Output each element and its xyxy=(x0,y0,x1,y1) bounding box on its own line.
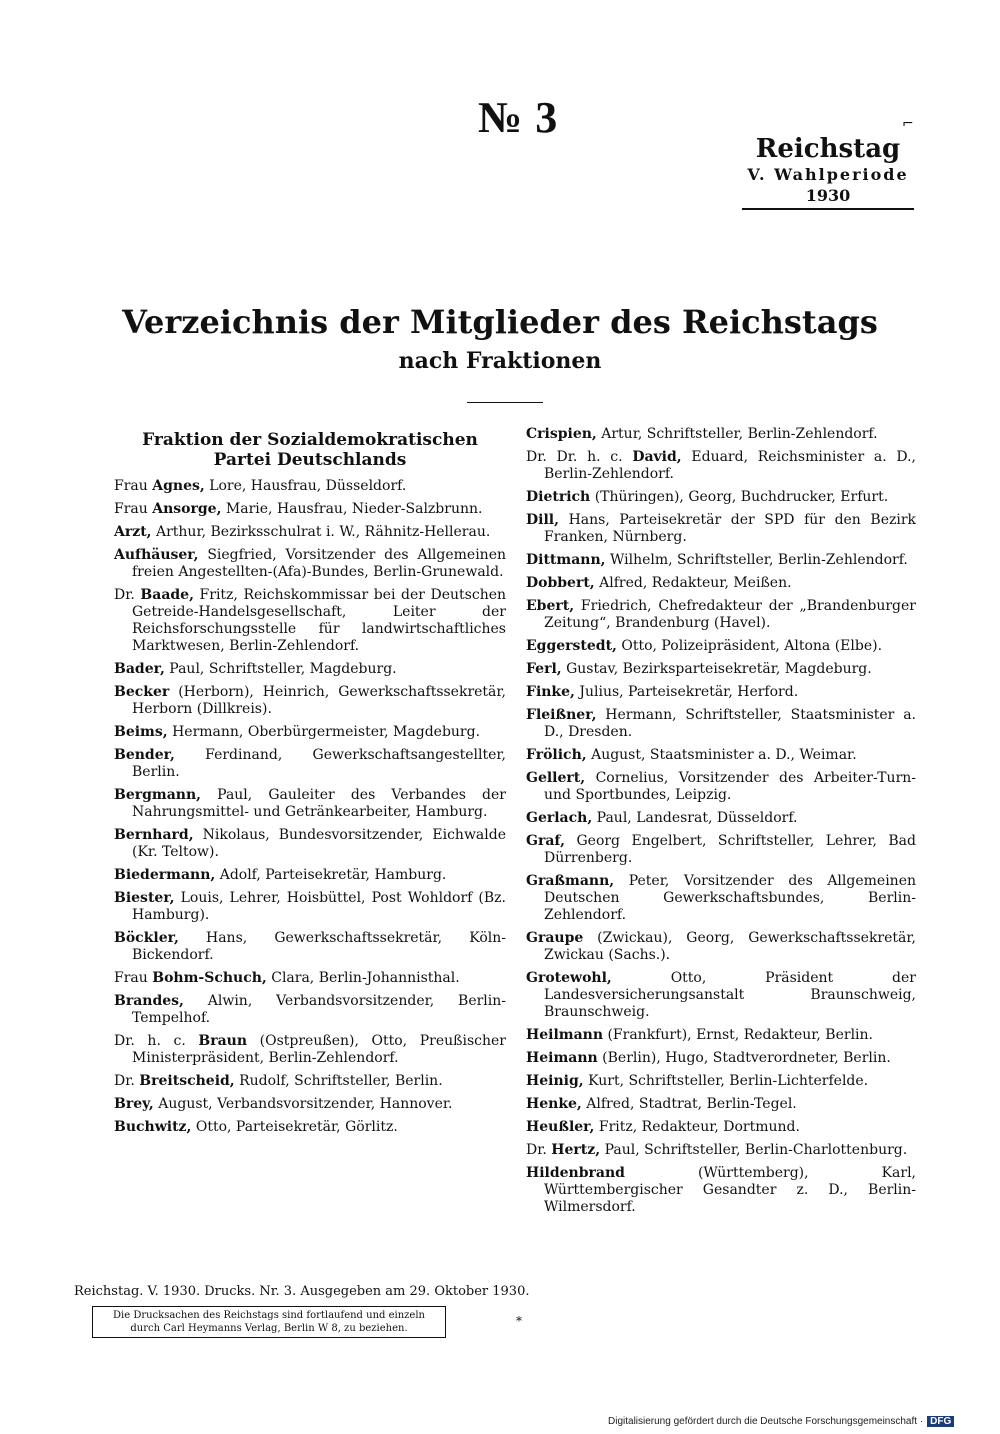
member-details: Louis, Lehrer, Hoisbüttel, Post Wohldorf (Bz. Hamburg). xyxy=(132,890,506,923)
member-entry xyxy=(526,512,916,546)
member-name: Finke, xyxy=(526,684,575,700)
member-prefix: Dr. h. c. xyxy=(114,1033,186,1049)
member-entry xyxy=(114,684,506,718)
member-name: Bader, xyxy=(114,661,165,677)
member-entry xyxy=(526,810,916,827)
member-entry xyxy=(526,449,916,483)
member-entry xyxy=(114,1119,506,1136)
member-entry xyxy=(526,575,916,592)
member-name: David, xyxy=(632,449,682,465)
member-entry xyxy=(526,1096,916,1113)
member-details: Eduard, Reichsminister a. D., Berlin-Zehlendorf. xyxy=(544,449,917,482)
member-entry xyxy=(526,598,916,632)
member-entry xyxy=(526,930,916,964)
member-entry xyxy=(526,426,916,443)
member-entry xyxy=(114,1033,506,1067)
distribution-notice xyxy=(92,1306,446,1338)
member-details: Paul, Schriftsteller, Berlin-Charlottenburg. xyxy=(604,1142,908,1158)
member-name: Beims, xyxy=(114,724,168,740)
member-name: Graf, xyxy=(526,833,565,849)
member-details: Hermann, Oberbürgermeister, Magdeburg. xyxy=(172,724,481,740)
member-name: Brandes, xyxy=(114,993,184,1009)
member-details: Paul, Schriftsteller, Magdeburg. xyxy=(169,661,397,677)
attribution xyxy=(608,1416,954,1427)
member-name: Ebert, xyxy=(526,598,575,614)
member-details: Alwin, Verbandsvorsitzender, Berlin-Tempelhof. xyxy=(132,993,506,1026)
left-column xyxy=(114,426,506,1142)
member-details: Friedrich, Chefredakteur der „Brandenburger Zeitung“, Brandenburg (Havel). xyxy=(544,598,916,631)
member-name: Heilmann xyxy=(526,1027,604,1043)
member-details: Fritz, Redakteur, Dortmund. xyxy=(598,1119,800,1135)
member-list-right xyxy=(526,426,916,1216)
member-entry xyxy=(114,930,506,964)
member-entry xyxy=(526,638,916,655)
member-entry xyxy=(114,1073,506,1090)
member-name: Ferl, xyxy=(526,661,562,677)
member-entry xyxy=(114,993,506,1027)
member-entry xyxy=(526,1027,916,1044)
member-entry xyxy=(526,1119,916,1136)
member-details: Hans, Gewerkschaftssekretär, Köln-Bickendorf. xyxy=(132,930,506,963)
member-name: Heußler, xyxy=(526,1119,595,1135)
member-details: Otto, Polizeipräsident, Altona (Elbe). xyxy=(621,638,883,654)
notice-line-1: Die Drucksachen des Reichstags sind fortlaufend und einzeln xyxy=(113,1310,425,1321)
member-entry xyxy=(526,661,916,678)
member-entry xyxy=(114,724,506,741)
member-entry xyxy=(526,1165,916,1216)
member-details: Kurt, Schriftsteller, Berlin-Lichterfelde. xyxy=(588,1073,869,1089)
heading-divider xyxy=(467,402,543,403)
member-entry xyxy=(526,833,916,867)
member-name: Fleißner, xyxy=(526,707,597,723)
reichstag-year: 1930 xyxy=(805,186,851,205)
member-entry xyxy=(114,478,506,495)
member-entry xyxy=(114,890,506,924)
member-name: Aufhäuser, xyxy=(114,547,199,563)
section-title: Fraktion der Sozialdemokratischen Partei Deutschlands xyxy=(142,430,478,470)
member-name: Dill, xyxy=(526,512,559,528)
member-details: Alfred, Redakteur, Meißen. xyxy=(599,575,792,591)
member-name: Bender, xyxy=(114,747,175,763)
member-name: Gerlach, xyxy=(526,810,593,826)
member-name: Hertz, xyxy=(551,1142,601,1158)
member-name: Hildenbrand xyxy=(526,1165,625,1181)
member-name: Brey, xyxy=(114,1096,154,1112)
member-name: Biedermann, xyxy=(114,867,216,883)
member-prefix: Frau xyxy=(114,501,148,517)
member-name: Bohm-Schuch, xyxy=(152,970,267,986)
member-details: Fritz, Reichskommissar bei der Deutschen Getreide-Handelsgesellschaft, Leiter der Reichsforschungsstelle für landwirtschaftliches Marktwesen, Berlin-Zehlendorf. xyxy=(132,587,507,654)
member-name: Graßmann, xyxy=(526,873,615,889)
member-prefix: Frau xyxy=(114,478,148,494)
member-name: Henke, xyxy=(526,1096,582,1112)
member-details: August, Staatsminister a. D., Weimar. xyxy=(591,747,857,763)
member-details: Marie, Hausfrau, Nieder-Salzbrunn. xyxy=(225,501,483,517)
member-details: (Frankfurt), Ernst, Redakteur, Berlin. xyxy=(607,1027,873,1043)
member-name: Becker xyxy=(114,684,170,700)
reichstag-box xyxy=(742,134,914,210)
right-column xyxy=(526,426,916,1222)
dfg-logo: DFG xyxy=(927,1416,954,1427)
member-name: Crispien, xyxy=(526,426,597,442)
member-entry xyxy=(526,970,916,1021)
member-name: Dietrich xyxy=(526,489,591,505)
member-prefix: Dr. xyxy=(114,587,135,603)
member-details: Wilhelm, Schriftsteller, Berlin-Zehlendorf. xyxy=(609,552,908,568)
attribution-text: Digitalisierung gefördert durch die Deutsche Forschungsgemeinschaft · xyxy=(608,1416,924,1427)
member-entry xyxy=(114,827,506,861)
member-list-left xyxy=(114,478,506,1136)
member-details: Artur, Schriftsteller, Berlin-Zehlendorf. xyxy=(601,426,878,442)
member-name: Frölich, xyxy=(526,747,587,763)
member-details: Otto, Parteisekretär, Görlitz. xyxy=(195,1119,398,1135)
member-details: Hans, Parteisekretär der SPD für den Bezirk Franken, Nürnberg. xyxy=(544,512,917,545)
member-entry xyxy=(526,747,916,764)
member-name: Biester, xyxy=(114,890,175,906)
notice-line-2: durch Carl Heymanns Verlag, Berlin W 8, zu beziehen. xyxy=(130,1323,408,1334)
member-details: Rudolf, Schriftsteller, Berlin. xyxy=(239,1073,443,1089)
member-details: Julius, Parteisekretär, Herford. xyxy=(579,684,799,700)
member-entry xyxy=(526,1050,916,1067)
reichstag-period: V. Wahlperiode xyxy=(747,165,909,184)
member-details: Siegfried, Vorsitzender des Allgemeinen freien Angestellten-(Afa)-Bundes, Berlin-Grunewald. xyxy=(132,547,506,580)
member-name: Eggerstedt, xyxy=(526,638,617,654)
member-prefix: Dr. xyxy=(526,1142,547,1158)
member-entry xyxy=(526,489,916,506)
member-name: Breitscheid, xyxy=(139,1073,235,1089)
member-details: Hermann, Schriftsteller, Staatsminister a. D., Dresden. xyxy=(544,707,917,740)
member-prefix: Frau xyxy=(114,970,148,986)
member-name: Agnes, xyxy=(152,478,205,494)
print-footer: Reichstag. V. 1930. Drucks. Nr. 3. Ausgegeben am 29. Oktober 1930. xyxy=(74,1284,530,1299)
member-details: Alfred, Stadtrat, Berlin-Tegel. xyxy=(586,1096,797,1112)
member-name: Bernhard, xyxy=(114,827,194,843)
member-entry xyxy=(526,1073,916,1090)
member-name: Arzt, xyxy=(114,524,152,540)
member-entry xyxy=(526,684,916,701)
member-entry xyxy=(114,587,506,655)
member-entry xyxy=(114,970,506,987)
member-details: Lore, Hausfrau, Düsseldorf. xyxy=(209,478,407,494)
page-heading xyxy=(0,300,1000,376)
member-details: Peter, Vorsitzender des Allgemeinen Deutschen Gewerkschaftsbundes, Berlin-Zehlendorf. xyxy=(544,873,916,923)
member-details: (Württemberg), Karl, Württembergischer Gesandter z. D., Berlin-Wilmersdorf. xyxy=(544,1165,916,1215)
member-details: Clara, Berlin-Johannisthal. xyxy=(271,970,460,986)
member-details: August, Verbandsvorsitzender, Hannover. xyxy=(158,1096,453,1112)
member-details: (Berlin), Hugo, Stadtverordneter, Berlin. xyxy=(602,1050,891,1066)
member-entry xyxy=(114,661,506,678)
member-details: Gustav, Bezirksparteisekretär, Magdeburg. xyxy=(566,661,872,677)
member-entry xyxy=(114,501,506,518)
member-details: Cornelius, Vorsitzender des Arbeiter-Turn- und Sportbundes, Leipzig. xyxy=(544,770,917,803)
member-details: (Thüringen), Georg, Buchdrucker, Erfurt. xyxy=(594,489,889,505)
member-details: (Zwickau), Georg, Gewerkschaftssekretär, Zwickau (Sachs.). xyxy=(544,930,916,963)
page-title: Verzeichnis der Mitglieder des Reichstags xyxy=(122,303,878,341)
member-details: Arthur, Bezirksschulrat i. W., Rähnitz-Hellerau. xyxy=(155,524,491,540)
member-details: Paul, Landesrat, Düsseldorf. xyxy=(596,810,798,826)
member-name: Gellert, xyxy=(526,770,586,786)
member-details: Otto, Präsident der Landesversicherungsanstalt Braunschweig, Braunschweig. xyxy=(544,970,916,1020)
member-entry xyxy=(526,707,916,741)
member-name: Dittmann, xyxy=(526,552,606,568)
member-name: Buchwitz, xyxy=(114,1119,192,1135)
member-details: Adolf, Parteisekretär, Hamburg. xyxy=(219,867,447,883)
member-name: Dobbert, xyxy=(526,575,595,591)
member-details: Ferdinand, Gewerkschaftsangestellter, Berlin. xyxy=(132,747,507,780)
member-entry xyxy=(114,524,506,541)
member-entry xyxy=(526,770,916,804)
member-name: Bergmann, xyxy=(114,787,202,803)
member-entry xyxy=(526,1142,916,1159)
member-entry xyxy=(114,1096,506,1113)
member-entry xyxy=(114,547,506,581)
member-prefix: Dr. Dr. h. c. xyxy=(526,449,623,465)
member-details: Georg Engelbert, Schriftsteller, Lehrer, Bad Dürrenberg. xyxy=(544,833,916,866)
member-details: (Herborn), Heinrich, Gewerkschaftssekretär, Herborn (Dillkreis). xyxy=(132,684,507,717)
member-prefix: Dr. xyxy=(114,1073,135,1089)
member-entry xyxy=(526,552,916,569)
member-details: (Ostpreußen), Otto, Preußischer Ministerpräsident, Berlin-Zehlendorf. xyxy=(132,1033,507,1066)
member-details: Nikolaus, Bundesvorsitzender, Eichwalde (Kr. Teltow). xyxy=(132,827,506,860)
asterisk-mark: * xyxy=(516,1314,522,1328)
member-name: Graupe xyxy=(526,930,584,946)
member-name: Braun xyxy=(198,1033,248,1049)
document-number: № 3 xyxy=(478,93,559,142)
member-name: Grotewohl, xyxy=(526,970,612,986)
member-entry xyxy=(526,873,916,924)
member-name: Ansorge, xyxy=(152,501,222,517)
page-subtitle: nach Fraktionen xyxy=(398,348,602,374)
member-entry xyxy=(114,867,506,884)
member-name: Heinig, xyxy=(526,1073,584,1089)
member-entry xyxy=(114,747,506,781)
member-name: Böckler, xyxy=(114,930,179,946)
corner-mark: ⌐ xyxy=(902,116,914,132)
member-details: Paul, Gauleiter des Verbandes der Nahrungsmittel- und Getränkearbeiter, Hamburg. xyxy=(132,787,506,820)
member-name: Heimann xyxy=(526,1050,598,1066)
reichstag-title: Reichstag xyxy=(755,134,901,164)
member-name: Baade, xyxy=(140,587,194,603)
member-entry xyxy=(114,787,506,821)
